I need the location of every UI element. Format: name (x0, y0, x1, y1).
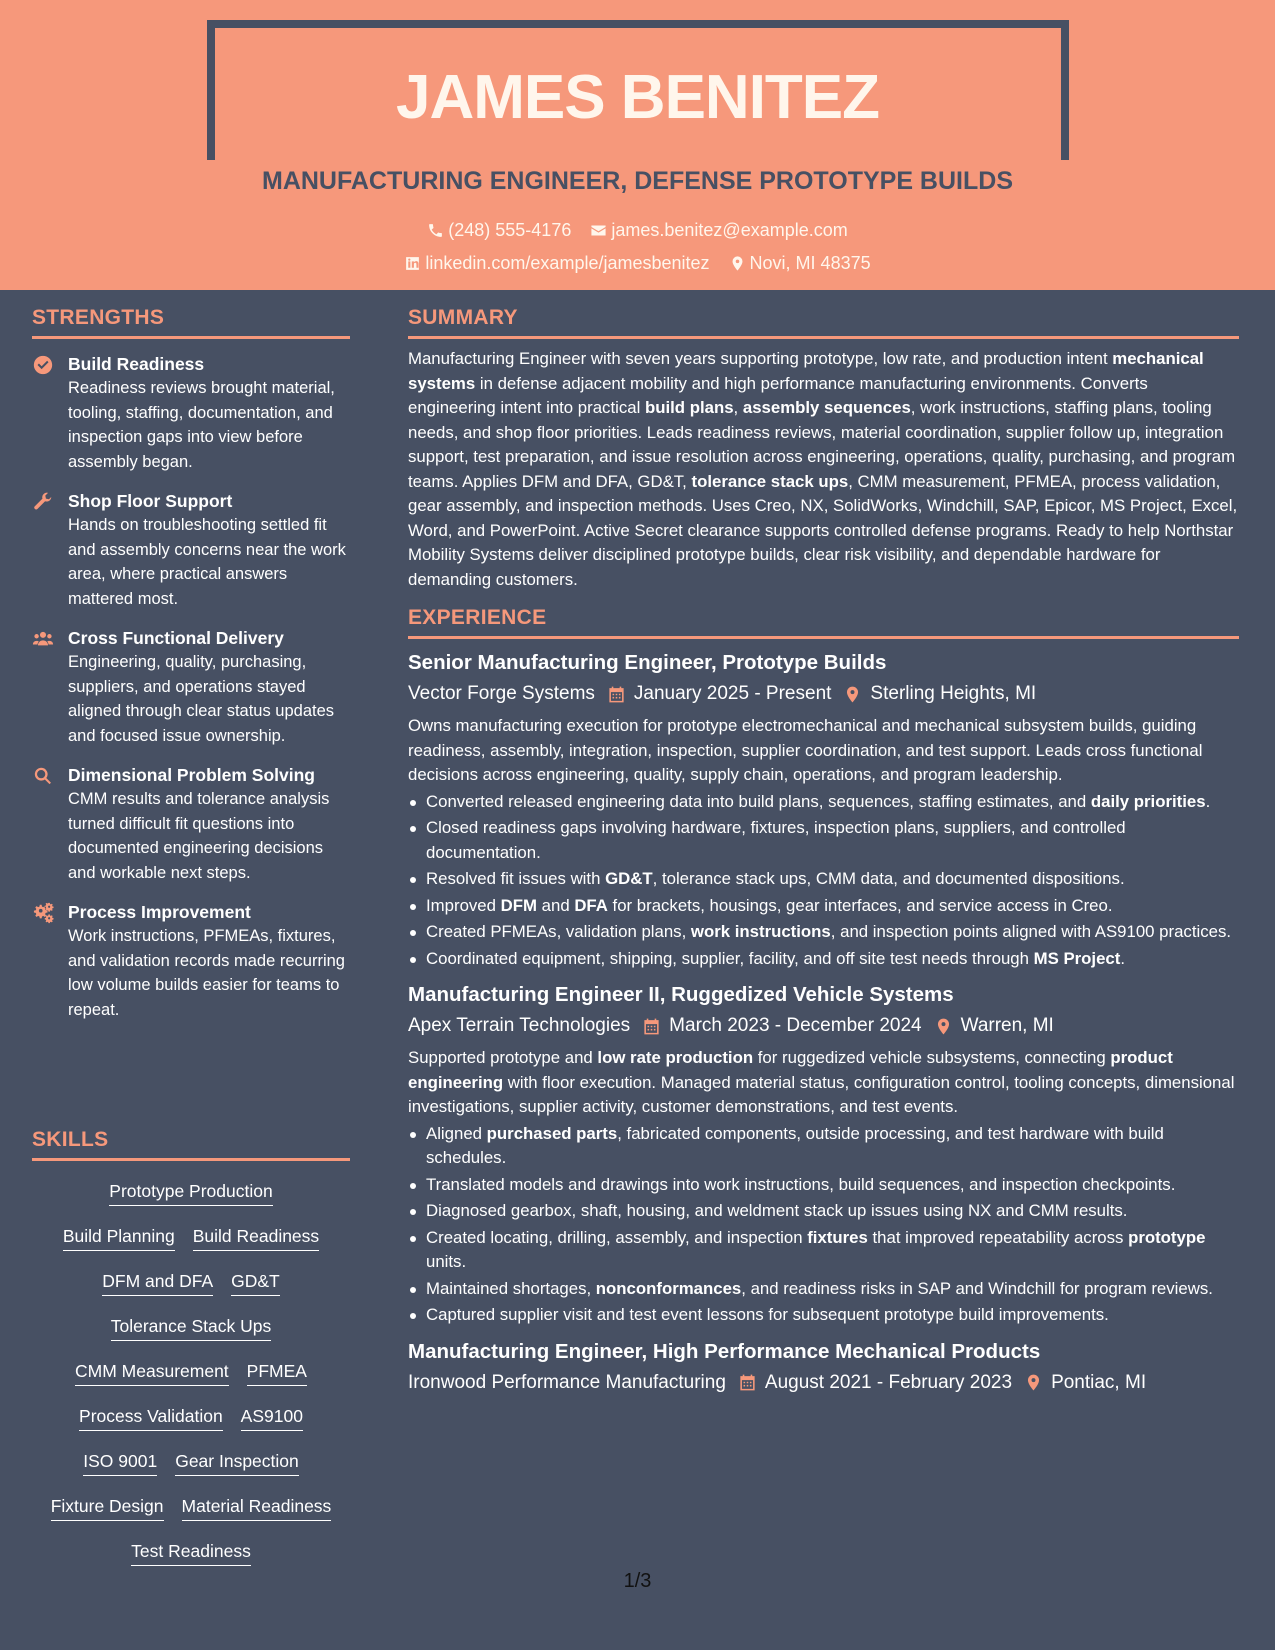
bullet-item (408, 947, 1239, 972)
bold-text: fixtures (807, 1227, 868, 1247)
bold-text: product engineering (408, 1048, 1173, 1092)
skill-tag: PFMEA (247, 1361, 307, 1386)
text-segment: . (1120, 948, 1126, 968)
strength-item (32, 626, 350, 748)
strength-body (68, 352, 350, 474)
contact-row-2 (0, 253, 1275, 277)
text-segment: that improved repeatability across (867, 1227, 1129, 1247)
bold-text: low rate production (597, 1048, 754, 1067)
contact-row-1 (0, 220, 1275, 244)
skill-row (32, 1306, 350, 1351)
job-meta (408, 1012, 1239, 1040)
text-segment: Created PFMEAs, validation plans, (426, 922, 691, 941)
bold-text: mechanical systems (408, 349, 1204, 393)
job-company: Apex Terrain Technologies (408, 1015, 631, 1036)
strength-icon-wrap (32, 763, 68, 885)
summary-section (408, 306, 1239, 592)
linkedin-contact[interactable] (404, 253, 709, 274)
bold-text: purchased parts (486, 1123, 618, 1143)
bullet-item (408, 894, 1239, 919)
location-contact (729, 253, 871, 274)
strength-description: Engineering, quality, purchasing, suppliers, and operations stayed aligned through clear status updates and focused issue ownership. (68, 653, 335, 745)
job-meta (408, 680, 1239, 708)
strength-icon-wrap (32, 900, 68, 1022)
skill-tag: AS9100 (241, 1406, 303, 1431)
job-location: Warren, MI (960, 1015, 1054, 1036)
skill-row (32, 1441, 350, 1486)
job-meta (408, 1369, 1239, 1397)
strength-description: CMM results and tolerance analysis turned difficult fit questions into documented engineering decisions and workable next steps. (68, 790, 330, 882)
skill-row (32, 1261, 350, 1306)
calendar-icon (738, 1373, 757, 1392)
job-company: Ironwood Performance Manufacturing (408, 1371, 726, 1393)
text-segment: with floor execution. Managed material status, configuration control, tooling concepts, dimensional investigations, supplier activity, customer demonstrations, and test events. (408, 1072, 1235, 1116)
text-segment: , tolerance stack ups, CMM data, and documented dispositions. (652, 869, 1125, 888)
text-segment: , fabricated components, outside processing, and test hardware with build schedules. (426, 1123, 1164, 1167)
strength-description: Readiness reviews brought material, tooling, staffing, documentation, and inspection gaps into view before assembly began. (68, 379, 335, 471)
bold-text: MS Project (1033, 948, 1121, 968)
jobs-list (408, 649, 1239, 1397)
skill-tag: Process Validation (79, 1406, 223, 1431)
skill-tag: CMM Measurement (75, 1361, 229, 1386)
skill-tag: Fixture Design (51, 1496, 164, 1521)
summary-title: SUMMARY (408, 306, 518, 329)
email-contact[interactable] (590, 220, 847, 241)
linkedin-text: linkedin.com/example/jamesbenitez (425, 253, 710, 273)
text-segment: units. (426, 1252, 467, 1271)
job-description (408, 714, 1239, 788)
section-divider (32, 336, 350, 339)
skill-tag: Build Planning (63, 1226, 175, 1251)
candidate-name: JAMES BENITEZ (395, 63, 880, 132)
bullet-item (408, 1122, 1239, 1171)
text-segment: Diagnosed gearbox, shaft, housing, and weldment stack up issues using NX and CMM results. (426, 1201, 1128, 1220)
bullet-item (408, 1173, 1239, 1198)
main-column (408, 306, 1239, 1397)
phone-contact[interactable] (427, 220, 571, 241)
strength-icon-wrap (32, 352, 68, 474)
skills-section (32, 1128, 350, 1576)
text-segment: in defense adjacent mobility and high performance manufacturing environments. Converts engineering intent into practical (408, 373, 1148, 417)
skill-tag: Material Readiness (182, 1496, 332, 1521)
job-location: Pontiac, MI (1051, 1371, 1147, 1393)
text-segment: , CMM measurement, PFMEA, process validation, gear assembly, and inspection methods. Uses Creo, NX, SolidWorks, Windchill, SAP, Epicor, MS Project, Excel, Word, and PowerPoint. Active Secret clearance supports controlled defense programs. Ready to help Northstar Mobility Systems deliver disciplined prototype builds, clear risk visibility, and dependable hardware for demanding customers. (408, 471, 1238, 589)
page-number: 1/3 (623, 1570, 652, 1592)
strength-item (32, 489, 350, 611)
job-dates: March 2023 - December 2024 (669, 1015, 922, 1036)
strength-body (68, 489, 350, 611)
skill-tag: Build Readiness (193, 1226, 319, 1251)
envelope-icon (590, 222, 607, 239)
bold-text: tolerance stack ups (691, 471, 849, 491)
strength-title: Dimensional Problem Solving (68, 765, 315, 785)
skills-title: SKILLS (32, 1128, 109, 1151)
job-dates: August 2021 - February 2023 (764, 1371, 1013, 1393)
gears-icon (32, 902, 54, 924)
strength-body (68, 626, 350, 748)
experience-title: EXPERIENCE (408, 606, 547, 629)
text-segment: and (536, 895, 575, 915)
location-text: Novi, MI 48375 (749, 253, 871, 273)
bold-text: work instructions (690, 922, 831, 941)
bullet-item (408, 867, 1239, 892)
text-segment: Resolved fit issues with (426, 869, 606, 888)
strengths-title: STRENGTHS (32, 306, 165, 329)
text-segment: for ruggedized vehicle subsystems, connecting (753, 1048, 1111, 1067)
skill-row (32, 1486, 350, 1531)
bullet-item (408, 1277, 1239, 1302)
strengths-section (32, 306, 350, 1022)
skill-tag: GD&T (231, 1271, 280, 1296)
strength-icon-wrap (32, 626, 68, 748)
section-divider (32, 1158, 350, 1161)
strength-item (32, 763, 350, 885)
bullet-item (408, 1199, 1239, 1224)
resume-header (0, 0, 1275, 290)
text-segment: for brackets, housings, gear interfaces, and service access in Creo. (607, 895, 1113, 915)
search-icon (32, 765, 54, 787)
skill-tag: Test Readiness (131, 1541, 251, 1566)
text-segment: Created locating, drilling, assembly, and inspection (426, 1227, 808, 1247)
bold-text: build plans (644, 398, 734, 417)
skill-row (32, 1351, 350, 1396)
bold-text: prototype (1128, 1227, 1206, 1247)
text-segment: , (733, 398, 743, 417)
bold-text: nonconformances (595, 1278, 742, 1298)
skill-tag: Prototype Production (109, 1181, 272, 1206)
text-segment: Coordinated equipment, shipping, supplier, facility, and off site test needs through (426, 948, 1034, 968)
text-segment: Supported prototype and (408, 1048, 598, 1067)
text-segment: , and inspection points aligned with AS9100 practices. (830, 922, 1231, 941)
calendar-icon (642, 1017, 661, 1036)
text-segment: . (1205, 791, 1211, 811)
section-divider (408, 336, 1239, 339)
bullet-item (408, 920, 1239, 945)
skill-row (32, 1216, 350, 1261)
bullet-item (408, 1303, 1239, 1328)
map-pin-icon (934, 1017, 953, 1036)
bold-text: DFA (574, 895, 608, 915)
skills-list (32, 1171, 350, 1576)
job-company: Vector Forge Systems (408, 683, 595, 704)
text-segment: Maintained shortages, (426, 1278, 596, 1298)
email-text: james.benitez@example.com (611, 220, 848, 240)
strength-description: Work instructions, PFMEAs, fixtures, and validation records made recurring low volume builds easier for teams to repeat. (68, 927, 345, 1019)
map-pin-icon (1024, 1373, 1043, 1392)
text-segment: Manufacturing Engineer with seven years supporting prototype, low rate, and production intent (408, 349, 1113, 368)
strength-item (32, 900, 350, 1022)
skill-tag: Tolerance Stack Ups (111, 1316, 272, 1341)
check-circle-icon (32, 354, 54, 376)
summary-text (408, 347, 1239, 592)
calendar-icon (607, 685, 626, 704)
job-title: Manufacturing Engineer II, Ruggedized Vehicle Systems (408, 983, 954, 1006)
bullet-item (408, 790, 1239, 815)
job-bullets (408, 1122, 1239, 1328)
candidate-headline: MANUFACTURING ENGINEER, DEFENSE PROTOTYPE BUILDS (262, 167, 1013, 195)
experience-section (408, 606, 1239, 1397)
strength-title: Shop Floor Support (68, 491, 233, 511)
strength-body (68, 763, 350, 885)
skill-tag: ISO 9001 (83, 1451, 157, 1476)
skill-row (32, 1396, 350, 1441)
strength-title: Build Readiness (68, 354, 205, 374)
bold-text: daily priorities (1090, 791, 1206, 811)
skill-tag: DFM and DFA (102, 1271, 213, 1296)
linkedin-icon (404, 255, 421, 272)
strength-item (32, 352, 350, 474)
strength-title: Cross Functional Delivery (68, 628, 284, 648)
job-entry (408, 1338, 1239, 1397)
text-segment: Improved (426, 895, 501, 915)
map-pin-icon (843, 685, 862, 704)
strength-icon-wrap (32, 489, 68, 611)
text-segment: Converted released engineering data into build plans, sequences, staffing estimates, and (426, 791, 1091, 811)
job-location: Sterling Heights, MI (870, 683, 1037, 704)
text-segment: Captured supplier visit and test event lessons for subsequent prototype build improvements. (426, 1305, 1109, 1324)
job-description (408, 1046, 1239, 1120)
phone-text: (248) 555-4176 (448, 220, 572, 240)
text-segment: , and readiness risks in SAP and Windchill for program reviews. (741, 1278, 1213, 1298)
bold-text: GD&T (605, 869, 653, 888)
map-pin-icon (729, 255, 746, 272)
skill-row (32, 1171, 350, 1216)
text-segment: Owns manufacturing execution for prototype electromechanical and mechanical subsystem builds, guiding readiness, assembly, integration, inspection, supplier coordination, and test support. Leads cross functional decisions across engineering, quality, supply chain, operations, and program leadership. (408, 716, 1203, 784)
job-entry (408, 981, 1239, 1328)
strength-title: Process Improvement (68, 902, 251, 922)
phone-icon (427, 222, 444, 239)
text-segment: Closed readiness gaps involving hardware, fixtures, inspection plans, suppliers, and controlled documentation. (426, 818, 1126, 862)
bold-text: DFM (500, 895, 537, 915)
skill-tag: Gear Inspection (175, 1451, 299, 1476)
strength-description: Hands on troubleshooting settled fit and assembly concerns near the work area, where practical answers mattered most. (68, 516, 346, 608)
text-segment: Aligned (426, 1123, 487, 1143)
users-icon (32, 628, 54, 650)
bullet-item (408, 1226, 1239, 1275)
bold-text: assembly sequences (742, 398, 911, 417)
job-bullets (408, 790, 1239, 972)
job-dates: January 2025 - Present (633, 683, 832, 704)
job-entry (408, 649, 1239, 971)
bullet-item (408, 816, 1239, 865)
section-divider (408, 636, 1239, 639)
text-segment: Translated models and drawings into work instructions, build sequences, and inspection checkpoints. (426, 1174, 1176, 1194)
job-title: Manufacturing Engineer, High Performance Mechanical Products (408, 1339, 1041, 1363)
strength-body (68, 900, 350, 1022)
job-title: Senior Manufacturing Engineer, Prototype Builds (408, 651, 887, 674)
wrench-icon (32, 491, 54, 513)
text-segment: , work instructions, staffing plans, tooling needs, and shop floor priorities. Leads readiness reviews, material coordination, supplier follow up, integration support, test preparation, and issue resolution across engineering, operations, quality, purchasing, and program teams. Applies DFM and DFA, GD&T, (408, 398, 1236, 491)
strengths-list (32, 352, 350, 1022)
